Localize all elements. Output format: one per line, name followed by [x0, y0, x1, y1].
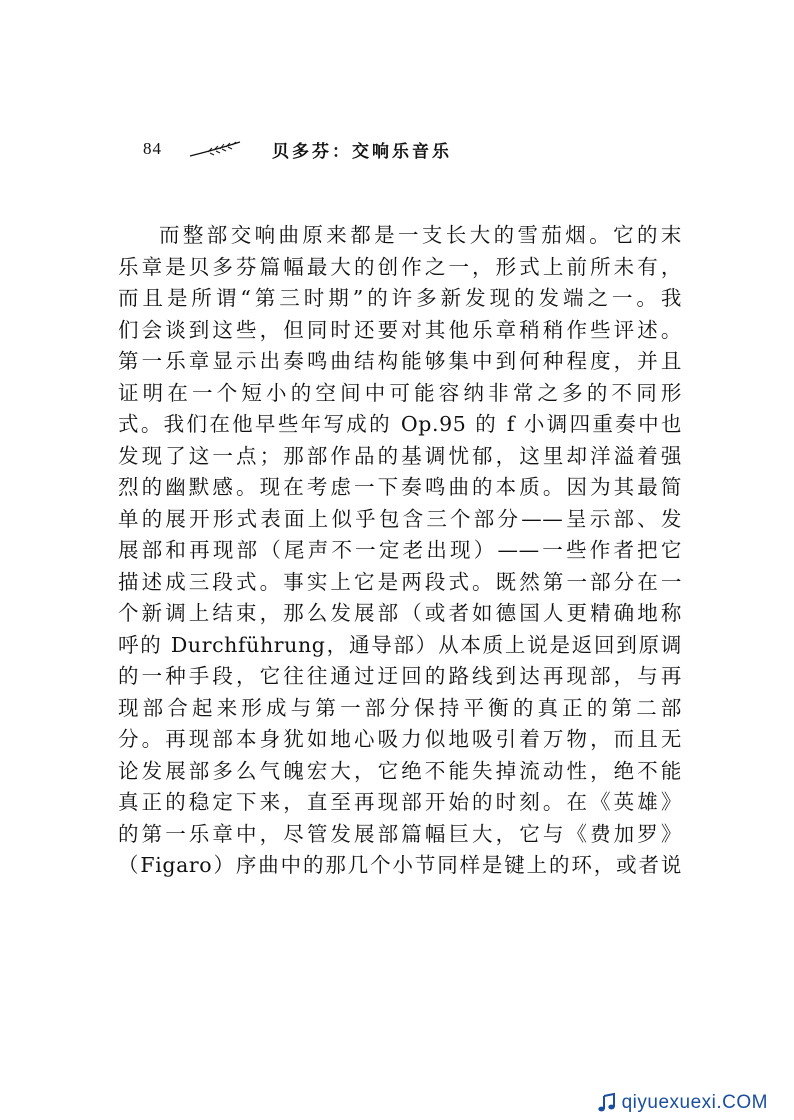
- text-line: 们会谈到这些，但同时还要对其他乐章稍稍作些评述。: [118, 317, 682, 342]
- text-line: 单的展开形式表面上似乎包含三个部分——呈示部、发: [118, 506, 682, 531]
- page-header: [143, 134, 452, 164]
- text-line: 乐章是贝多芬篇幅最大的创作之一，形式上前所未有，: [118, 254, 682, 279]
- text-line: （Figaro）序曲中的那几个小节同样是键上的环，或者说: [118, 853, 682, 877]
- page-number: 84: [143, 139, 162, 158]
- watermark: [596, 1092, 768, 1114]
- text-line: 个新调上结束，那么发展部（或者如德国人更精确地称: [118, 601, 682, 625]
- music-note-icon: [596, 1092, 618, 1114]
- text-line: 呼的 Durchführung，通导部）从本质上说是返回到原调: [118, 632, 682, 657]
- text-line: 式。我们在他早些年写成的 Op.95 的 f 小调四重奏中也: [118, 412, 682, 436]
- text-line: 现部合起来形成与第一部分保持平衡的真正的第二部: [118, 695, 682, 720]
- text-line: 而整部交响曲原来都是一支长大的雪茄烟。它的末: [159, 223, 682, 247]
- text-line: 发现了这一点；那部作品的基调忧郁，这里却洋溢着强: [118, 443, 682, 468]
- text-line: 烈的幽默感。现在考虑一下奏鸣曲的本质。因为其最简: [118, 475, 682, 499]
- text-line: 真正的稳定下来，直至再现部开始的时刻。在《英雄》: [118, 790, 682, 814]
- text-line: 的一种手段，它往往通过迂回的路线到达再现部，与再: [118, 664, 682, 688]
- watermark-text: qiyuexuexi.COM: [621, 1092, 768, 1113]
- text-line: 而且是所谓“第三时期”的许多新发现的发端之一。我: [118, 286, 682, 310]
- running-title: 贝多芬：交响乐音乐: [272, 141, 452, 162]
- text-line: 证明在一个短小的空间中可能容纳非常之多的不同形: [118, 380, 682, 405]
- text-line: 描述成三段式。事实上它是两段式。既然第一部分在一: [118, 569, 682, 594]
- text-line: 第一乐章显示出奏鸣曲结构能够集中到何种程度，并且: [118, 349, 682, 373]
- text-line: 的第一乐章中，尽管发展部篇幅巨大，它与《费加罗》: [118, 821, 682, 846]
- body-text: [118, 220, 682, 882]
- text-line: 分。再现部本身犹如地心吸力似地吸引着万物，而且无: [118, 727, 682, 751]
- text-line: 展部和再现部（尾声不一定老出现）——一些作者把它: [118, 538, 682, 562]
- text-line: 论发展部多么气魄宏大，它绝不能失掉流动性，绝不能: [118, 758, 682, 783]
- quill-icon: [188, 140, 242, 158]
